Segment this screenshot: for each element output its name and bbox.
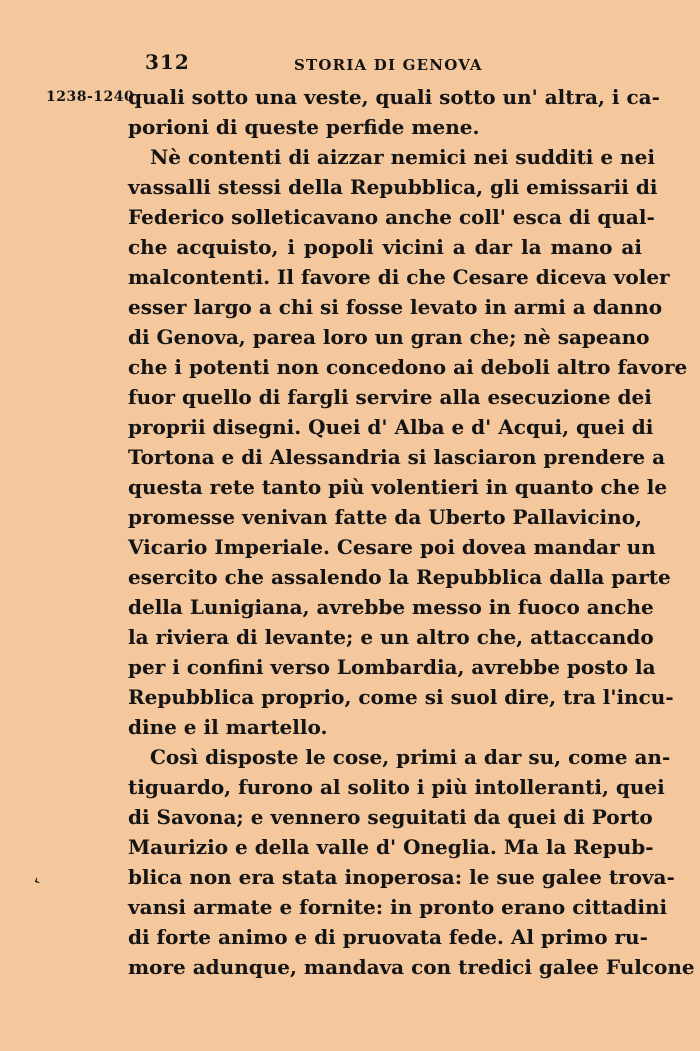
text-line: blica non era stata inoperosa: le sue galee trova- — [128, 865, 675, 889]
text-line: promesse venivan fatte da Uberto Pallavicino, — [128, 505, 642, 529]
text-line: vassalli stessi della Repubblica, gli emissarii di — [128, 175, 658, 199]
text-line: tiguardo, furono al solito i più intolleranti, quei — [128, 775, 665, 799]
page-number: 312 — [145, 50, 190, 74]
text-line: esercito che assalendo la Repubblica dalla parte — [128, 565, 671, 589]
main-text — [128, 82, 695, 1012]
text-line: more adunque, mandava con tredici galee Fulcone — [128, 955, 695, 979]
text-line: esser largo a chi si fosse levato in armi a danno — [128, 295, 663, 319]
text-line: proprii disegni. Quei d' Alba e d' Acqui, quei di — [128, 415, 654, 439]
text-line: di forte animo e di pruovata fede. Al primo ru- — [128, 925, 648, 949]
text-line: fuor quello di fargli servire alla esecuzione dei — [128, 385, 652, 409]
text-line: Vicario Imperiale. Cesare poi dovea mandar un — [128, 535, 656, 559]
text-line: Nè contenti di aizzar nemici nei sudditi e nei — [150, 145, 655, 169]
text-line: dine e il martello. — [128, 715, 328, 739]
text-line: porioni di queste perfide mene. — [128, 115, 480, 139]
text-line: per i confini verso Lombardia, avrebbe posto la — [128, 655, 656, 679]
text-line: Maurizio e della valle d' Oneglia. Ma la Repub- — [128, 835, 654, 859]
text-line: che i potenti non concedono ai deboli altro favore — [128, 355, 688, 379]
text-line: Tortona e di Alessandria si lasciaron prendere a — [128, 445, 666, 469]
text-line: che acquisto, i popoli vicini a dar la mano ai — [128, 235, 642, 259]
text-line: Così disposte le cose, primi a dar su, come an- — [150, 745, 671, 769]
text-line: Federico solleticavano anche coll' esca di qual- — [128, 205, 655, 229]
text-line: quali sotto una veste, quali sotto un' altra, i ca- — [128, 85, 660, 109]
text-line: di Savona; e vennero seguitati da quei di Porto — [128, 805, 653, 829]
text-line: di Genova, parea loro un gran che; nè sapeano — [128, 325, 650, 349]
running-head: STORIA DI GENOVA — [294, 56, 483, 74]
margin-mark: ‹ — [30, 872, 44, 890]
text-line: Repubblica proprio, come si suol dire, tra l'incu- — [128, 685, 674, 709]
margin-date-range: 1238-1240 — [46, 89, 135, 105]
text-line: la riviera di levante; e un altro che, attaccando — [128, 625, 654, 649]
text-line: malcontenti. Il favore di che Cesare diceva voler — [128, 265, 670, 289]
text-line: questa rete tanto più volentieri in quanto che le — [128, 475, 668, 499]
text-line: vansi armate e fornite: in pronto erano cittadini — [128, 895, 668, 919]
text-line: della Lunigiana, avrebbe messo in fuoco anche — [128, 595, 654, 619]
